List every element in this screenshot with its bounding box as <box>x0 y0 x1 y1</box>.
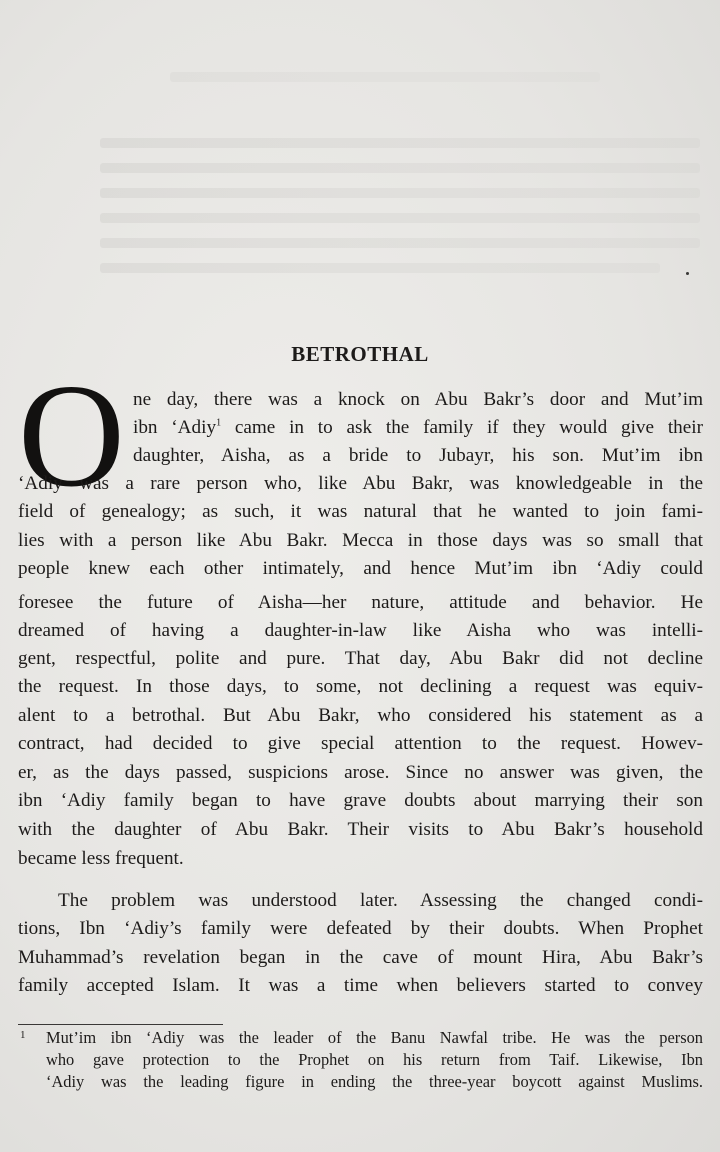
body-line: er, as the days passed, suspicions arose. Since no answer was given, the <box>18 762 703 783</box>
body-line: Muhammad’s revelation began in the cave of mount Hira, Abu Bakr’s <box>18 947 703 968</box>
footnote-line: ‘Adiy was the leading figure in ending the three-year boycott against Muslims. <box>46 1072 703 1091</box>
body-line: tions, Ibn ‘Adiy’s family were defeated by their doubts. When Prophet <box>18 918 703 939</box>
body-line: field of genealogy; as such, it was natural that he wanted to join fami- <box>18 501 703 522</box>
show-through-line <box>100 163 700 173</box>
body-line: dreamed of having a daughter-in-law like Aisha who was intelli- <box>18 620 703 641</box>
show-through-line <box>170 72 600 82</box>
show-through-line <box>100 238 700 248</box>
body-line: alent to a betrothal. But Abu Bakr, who considered his statement as a <box>18 705 703 726</box>
body-line <box>133 414 703 442</box>
footnote-line: Mut’im ibn ‘Adiy was the leader of the Banu Nawfal tribe. He was the person <box>46 1028 703 1047</box>
line-prefix: ibn ‘Adiy <box>133 417 217 438</box>
drop-cap: O <box>18 354 125 518</box>
body-line: with the daughter of Abu Bakr. Their visits to Abu Bakr’s household <box>18 819 703 840</box>
body-line: ibn ‘Adiy family began to have grave doubts about marrying their son <box>18 790 703 811</box>
show-through-line <box>100 188 700 198</box>
body-line: family accepted Islam. It was a time when believers started to convey <box>18 975 703 996</box>
body-line: ne day, there was a knock on Abu Bakr’s door and Mut’im <box>133 389 703 410</box>
footnote-marker: 1 <box>216 417 222 429</box>
body-line: became less frequent. <box>18 848 184 869</box>
body-line: daughter, Aisha, as a bride to Jubayr, his son. Mut’im ibn <box>133 445 703 466</box>
footnote-line: who gave protection to the Prophet on his return from Taif. Likewise, Ibn <box>46 1050 703 1069</box>
footnote-number: 1 <box>20 1029 26 1041</box>
body-line: gent, respectful, polite and pure. That day, Abu Bakr did not decline <box>18 648 703 669</box>
show-through-line <box>100 213 700 223</box>
footnote-rule <box>18 1024 223 1025</box>
body-line: lies with a person like Abu Bakr. Mecca in those days was so small that <box>18 530 703 551</box>
body-line: ‘Adiy was a rare person who, like Abu Bakr, was knowledgeable in the <box>18 473 703 494</box>
body-line: contract, had decided to give special attention to the request. Howev- <box>18 733 703 754</box>
body-line: foresee the future of Aisha—her nature, attitude and behavior. He <box>18 592 703 613</box>
body-line: people knew each other intimately, and hence Mut’im ibn ‘Adiy could <box>18 558 703 579</box>
body-line: The problem was understood later. Assessing the changed condi- <box>58 890 703 911</box>
show-through-line <box>100 138 700 148</box>
paper-speck <box>686 272 689 275</box>
show-through-line <box>100 263 660 273</box>
line-rest: came in to ask the family if they would give their <box>234 417 703 438</box>
body-line: the request. In those days, to some, not declining a request was equiv- <box>18 676 703 697</box>
chapter-heading: BETROTHAL <box>291 342 429 366</box>
